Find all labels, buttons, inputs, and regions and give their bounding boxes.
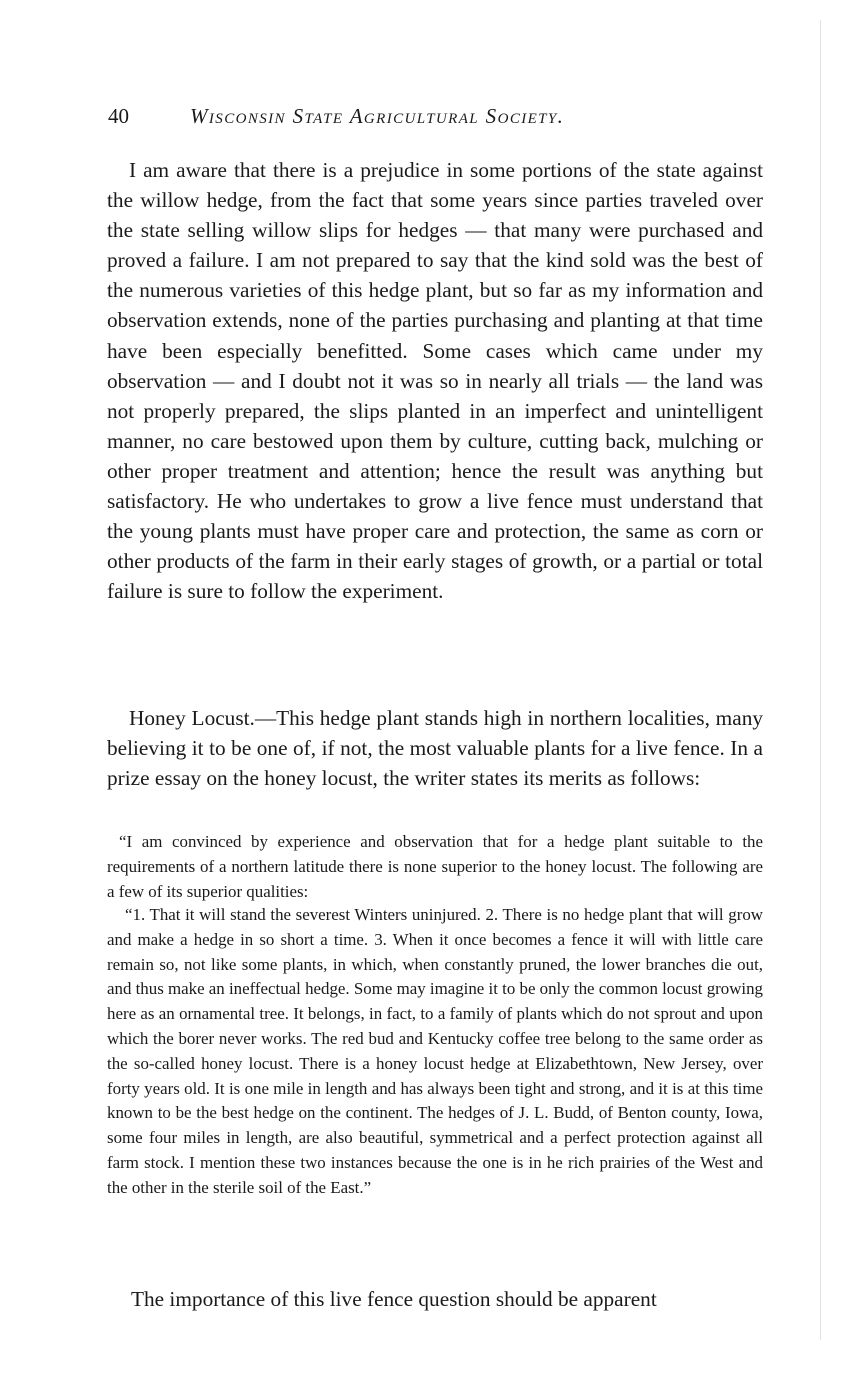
quote-intro: “I am convinced by experience and observation that for a hedge plant suitable to the requirements of a northern latitude there is none superior to the honey locust. The following are a few of its superior qualities: bbox=[107, 832, 763, 901]
paragraph-willow-hedge: I am aware that there is a prejudice in some portions of the state against the willow hedge, from the fact that some years since parties traveled over the state selling willow slips for hedges — that many were purchased and proved a failure. I am not prepared to say that the kind sold was the best of the numerous varieties of this hedge plant, but so far as my information and observation extends, none of the parties purchasing and planting at that time have been especially benefitted. Some cases which came under my observation — and I doubt not it was so in nearly all trials — the land was not properly prepared, the slips planted in an imperfect and unintelligent manner, no care bestowed upon them by culture, cutting back, mulching or other proper treatment and attention; hence the result was anything but satisfactory. He who undertakes to grow a live fence must understand that the young plants must have proper care and protection, the same as corn or other products of the farm in their early stages of growth, or a partial or total failure is sure to follow the experiment. bbox=[107, 158, 763, 604]
quote-qualities: “1. That it will stand the severest Winters uninjured. 2. There is no hedge plant that will grow and make a hedge in so short a time. 3. When it once becomes a fence it will with little care remain so, not like some plants, in which, when constantly pruned, the lower branches die out, and thus make an ineffectual hedge. Some may imagine it to be only the common locust growing here as an ornamental tree. It belongs, in fact, to a family of plants which do not sprout and upon which the borer never works. The red bud and Kentucky coffee tree belong to the same order as the so-called honey locust. There is a honey locust hedge at Elizabethtown, New Jersey, over forty years old. It is one mile in length and has always been tight and strong, and it is at this time known to be the best hedge on the continent. The hedges of J. L. Budd, of Benton county, Iowa, some four miles in length, are also beautiful, symmetrical and a perfect protection against all farm stock. I mention these two instances because the one is in he rich prairies of the West and the other in the sterile soil of the East.” bbox=[107, 905, 763, 1197]
page-number: 40 bbox=[108, 104, 129, 128]
page-header bbox=[108, 104, 768, 134]
paragraph-importance: The importance of this live fence question should be apparent bbox=[131, 1287, 657, 1311]
running-title: Wisconsin State Agricultural Society. bbox=[190, 104, 565, 128]
page-edge-line bbox=[820, 20, 821, 1340]
paragraph-honey-locust: Honey Locust.—This hedge plant stands high in northern localities, many believing it to be one of, if not, the most valuable plants for a live fence. In a prize essay on the honey locust, the writer states its merits as follows: bbox=[107, 706, 763, 791]
